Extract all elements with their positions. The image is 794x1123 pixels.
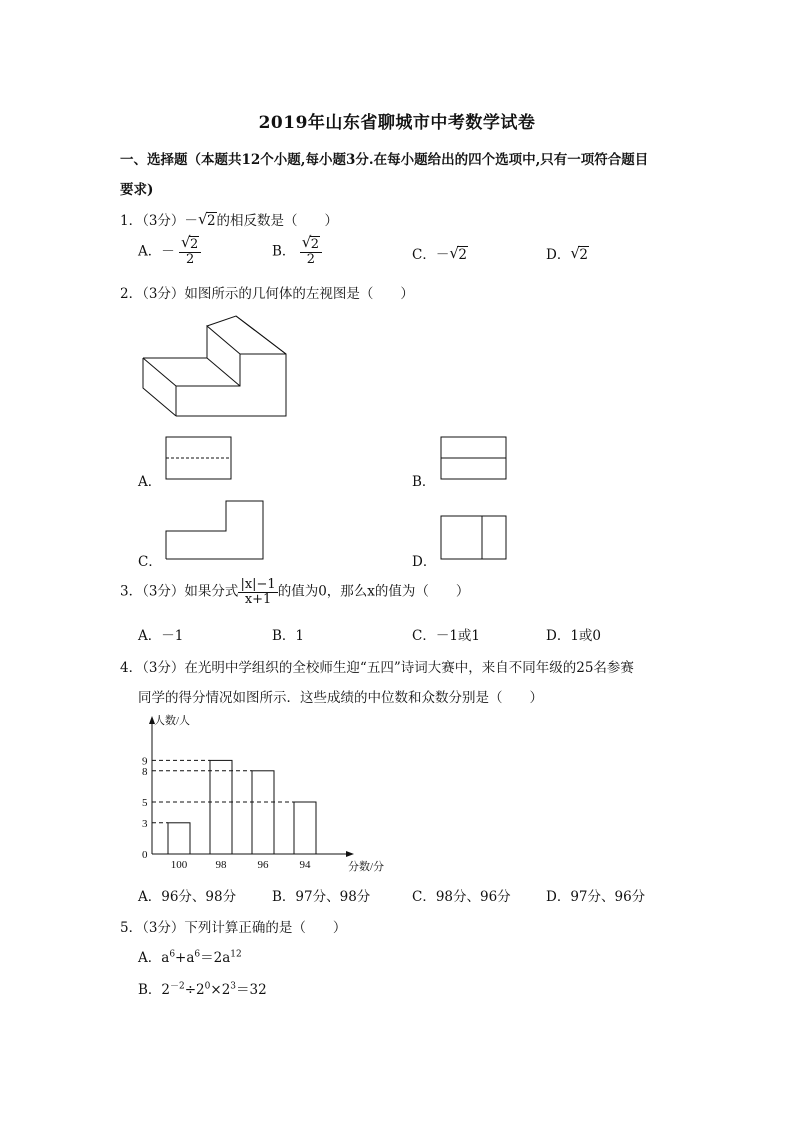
q5-option-a[interactable]: [138, 946, 242, 966]
q5-b-exp1: －2: [170, 981, 185, 992]
q1-a-radicand: 2: [190, 237, 199, 252]
q5-option-b[interactable]: [138, 978, 267, 998]
bar: [168, 823, 190, 854]
q1-b-den: 2: [306, 251, 315, 267]
q5-a-pre: A．a: [138, 950, 170, 966]
question-2: 2．（3分）如图所示的几何体的左视图是（ ）: [120, 286, 414, 302]
q3-fraction: [238, 578, 277, 606]
geometry-3d-figure: [138, 312, 298, 422]
q2-option-d[interactable]: D．: [412, 554, 437, 570]
q4-option-d[interactable]: D．97分、96分: [546, 889, 646, 905]
q1-b-radicand: 2: [310, 237, 319, 252]
x-axis-label: 分数/分: [348, 861, 385, 873]
q3-num: |x|−1: [240, 577, 276, 592]
q2-option-c-figure: [165, 500, 265, 562]
q5-b-pre: B．2: [138, 982, 171, 998]
y-axis-label: 人数/人: [154, 715, 191, 727]
q1-prefix: 1．（3分）－: [120, 213, 198, 229]
page-title: 2019年山东省聊城市中考数学试卷: [258, 113, 536, 133]
q1-option-a[interactable]: [138, 233, 201, 267]
section-heading-line2: 要求): [120, 182, 154, 198]
q5-b-exp2: 0: [204, 981, 211, 992]
q5-a-eq: ＝2a: [200, 950, 231, 966]
q2-option-d-figure: [440, 515, 508, 561]
q1-a-fraction: √ 2 2: [179, 238, 201, 266]
q1-option-b[interactable]: [272, 233, 322, 267]
q1-suffix: 的相反数是（ ）: [216, 213, 339, 229]
bar: [210, 760, 232, 854]
q1-b-label: B．: [272, 243, 296, 260]
q1-d-label: D．: [546, 247, 571, 263]
q1-c-radicand: 2: [458, 247, 467, 263]
q1-option-c[interactable]: C．－ √ 2: [412, 244, 467, 263]
question-4-line2: 同学的得分情况如图所示．这些成绩的中位数和众数分别是（ ）: [138, 690, 543, 706]
q3-option-d[interactable]: D．1或0: [546, 628, 602, 644]
score-bar-chart: [130, 712, 400, 874]
q1-a-den: 2: [186, 251, 195, 267]
question-4-line1: 4．（3分）在光明中学组织的全校师生迎“五四”诗词大赛中，来自不同年级的25名参赛: [120, 660, 634, 676]
q2-option-c[interactable]: C．: [138, 554, 162, 570]
q3-den: x+1: [244, 591, 272, 607]
x-tick-label: 94: [299, 859, 311, 871]
question-1: [120, 209, 338, 229]
q5-a-exp3: 12: [230, 949, 242, 960]
q2-option-a-figure: [165, 436, 233, 482]
section-heading-line1: 一、选择题（本题共12个小题,每小题3分.在每小题给出的四个选项中,只有一项符合题目: [120, 152, 649, 168]
y-tick-label: 8: [142, 765, 148, 778]
x-tick-label: 100: [170, 859, 188, 871]
q4-option-c[interactable]: C．98分、96分: [412, 889, 511, 905]
q5-b-exp3: 3: [230, 981, 237, 992]
q3-option-b[interactable]: B．1: [272, 628, 305, 644]
q2-option-b[interactable]: B．: [412, 474, 436, 490]
q3-suffix: 的值为0，那么x的值为（ ）: [277, 583, 470, 600]
q1-c-label: C．－: [412, 247, 450, 263]
q5-b-mid: ÷2: [184, 982, 205, 998]
q1-option-d[interactable]: D． √ 2: [546, 244, 588, 263]
bar: [294, 802, 316, 854]
q2-option-a[interactable]: A．: [138, 474, 162, 490]
q1-b-fraction: √ 2 2: [300, 238, 322, 266]
q4-option-b[interactable]: B．97分、98分: [272, 889, 371, 905]
y-tick-label: 3: [142, 817, 148, 830]
q5-b-mid2: ×2: [210, 982, 231, 998]
y-tick-label: 0: [142, 849, 148, 861]
x-tick-label: 96: [257, 859, 269, 871]
y-tick-label: 5: [142, 797, 148, 809]
q5-a-mid: +a: [175, 950, 195, 966]
q3-option-c[interactable]: C．－1或1: [412, 628, 481, 644]
q5-b-end: ＝32: [236, 982, 267, 998]
q1-d-radicand: 2: [579, 247, 588, 263]
q3-prefix: 3．（3分）如果分式: [120, 583, 239, 600]
q4-option-a[interactable]: A．96分、98分: [138, 889, 237, 905]
q2-option-b-figure: [440, 436, 508, 482]
bar: [252, 771, 274, 854]
x-axis-arrow: [346, 851, 354, 857]
q5-a-exp1: 6: [169, 949, 176, 960]
q1-radicand: 2: [206, 213, 216, 229]
sqrt-expression: √ 2: [197, 210, 216, 229]
q3-option-a[interactable]: A．－1: [138, 628, 184, 644]
x-tick-label: 98: [215, 859, 227, 871]
y-tick-label: 9: [142, 755, 148, 768]
question-5: 5．（3分）下列计算正确的是（ ）: [120, 920, 347, 936]
q1-a-label: A．－: [138, 243, 175, 260]
question-3: [120, 578, 469, 606]
q5-a-exp2: 6: [194, 949, 201, 960]
